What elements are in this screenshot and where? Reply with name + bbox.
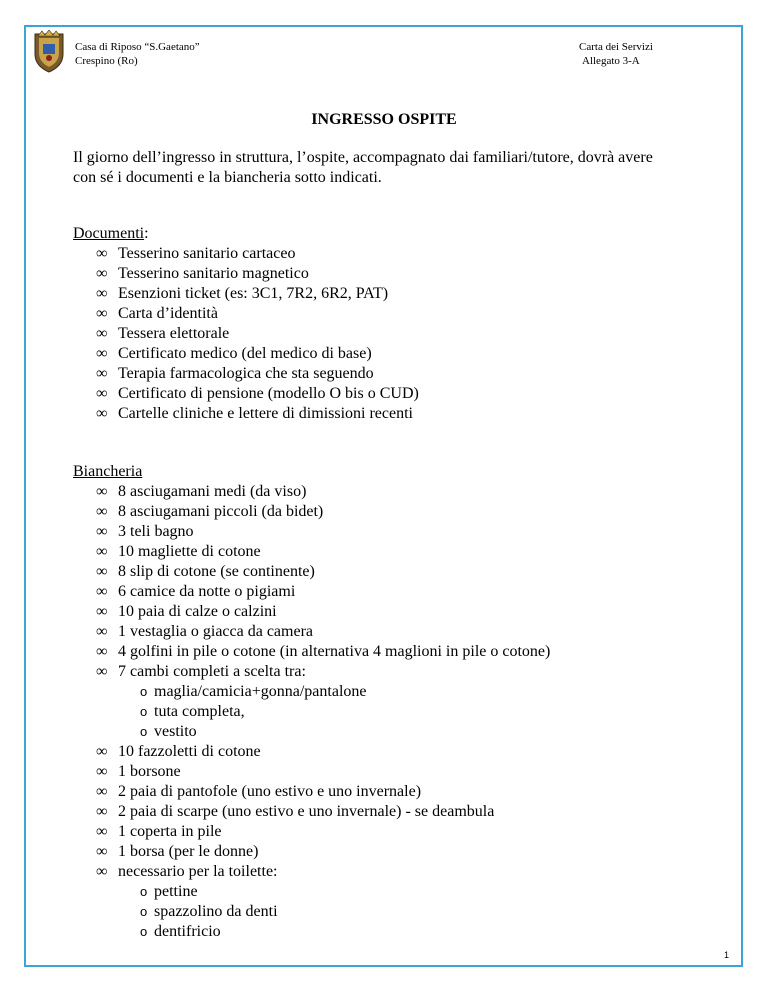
document-item — [0, 344, 419, 364]
changes-options-group — [0, 682, 550, 742]
document-item — [0, 324, 419, 344]
list-item-text: 3 teli bagno — [118, 523, 194, 540]
page-title: INGRESSO OSPITE — [311, 111, 457, 128]
coat-of-arms-logo — [30, 30, 68, 74]
list-item-text: necessario per la toilette: — [118, 863, 278, 880]
linen-item — [0, 842, 550, 862]
bullet-icon: ∞ — [96, 305, 108, 322]
sub-list-item — [0, 922, 550, 942]
linen-item — [0, 622, 550, 642]
bullet-icon: ∞ — [96, 863, 108, 880]
linen-heading: Biancheria — [73, 463, 143, 480]
attachment-ref: Allegato 3-A — [582, 55, 640, 67]
list-item-text: 10 fazzoletti di cotone — [118, 743, 261, 760]
list-item-text: Cartelle cliniche e lettere di dimissioni recenti — [118, 405, 413, 422]
bullet-icon: ∞ — [96, 405, 108, 422]
bullet-icon: ∞ — [96, 603, 108, 620]
header-right — [579, 40, 653, 68]
sub-list-item-text: pettine — [154, 883, 198, 900]
list-item-text: Esenzioni ticket (es: 3C1, 7R2, 6R2, PAT) — [118, 285, 389, 302]
institution-location: Crespino (Ro) — [75, 55, 138, 67]
linen-list — [0, 482, 550, 942]
bullet-icon: ∞ — [96, 643, 108, 660]
bullet-icon: ∞ — [96, 663, 108, 680]
bullet-icon: ∞ — [96, 783, 108, 800]
institution-name: Casa di Riposo “S.Gaetano” — [75, 41, 200, 53]
sub-bullet-icon: o — [140, 904, 148, 919]
document-item — [0, 244, 419, 264]
linen-item — [0, 782, 550, 802]
list-item-text: 10 paia di calze o calzini — [118, 603, 277, 620]
sub-list — [0, 682, 550, 742]
list-item-text: 8 asciugamani piccoli (da bidet) — [118, 503, 324, 520]
sub-list-item — [0, 902, 550, 922]
document-item — [0, 304, 419, 324]
bullet-icon: ∞ — [96, 823, 108, 840]
sub-bullet-icon: o — [140, 724, 148, 739]
linen-item — [0, 562, 550, 582]
linen-item — [0, 802, 550, 822]
list-item-text: 2 paia di scarpe (uno estivo e uno invernale) - se deambula — [118, 803, 495, 820]
linen-item — [0, 482, 550, 502]
intro-paragraph: Il giorno dell’ingresso in struttura, l’ospite, accompagnato dai familiari/tutore, dovrà avere con sé i documenti e la biancheria sotto indicati. — [73, 149, 653, 186]
linen-item — [0, 522, 550, 542]
list-item-text: 7 cambi completi a scelta tra: — [118, 663, 306, 680]
bullet-icon: ∞ — [96, 563, 108, 580]
sub-bullet-icon: o — [140, 704, 148, 719]
list-item-text: Tesserino sanitario magnetico — [118, 265, 309, 282]
list-item-text: 8 slip di cotone (se continente) — [118, 563, 315, 580]
sub-list-item — [0, 702, 550, 722]
header-left — [75, 40, 200, 68]
linen-item — [0, 542, 550, 562]
list-item-text: 1 borsone — [118, 763, 181, 780]
list-item-text: Certificato di pensione (modello O bis o CUD) — [118, 385, 419, 402]
linen-item — [0, 742, 550, 762]
document-item — [0, 264, 419, 284]
page-number: 1 — [724, 950, 730, 960]
document-item — [0, 364, 419, 384]
sub-list-item — [0, 882, 550, 902]
list-item-text: 2 paia di pantofole (uno estivo e uno invernale) — [118, 783, 422, 800]
list-item-text: 6 camice da notte o pigiami — [118, 583, 296, 600]
documents-heading: Documenti: — [73, 225, 149, 242]
list-item-text: Certificato medico (del medico di base) — [118, 345, 372, 362]
sub-bullet-icon: o — [140, 884, 148, 899]
linen-item — [0, 582, 550, 602]
document-item — [0, 384, 419, 404]
bullet-icon: ∞ — [96, 483, 108, 500]
document-item — [0, 284, 419, 304]
bullet-icon: ∞ — [96, 265, 108, 282]
list-item-text: Carta d’identità — [118, 305, 218, 322]
bullet-icon: ∞ — [96, 523, 108, 540]
list-item-text: 1 vestaglia o giacca da camera — [118, 623, 313, 640]
sub-bullet-icon: o — [140, 684, 148, 699]
sub-list-item — [0, 682, 550, 702]
list-item-text: 1 borsa (per le donne) — [118, 843, 259, 860]
sub-list-item — [0, 722, 550, 742]
bullet-icon: ∞ — [96, 503, 108, 520]
bullet-icon: ∞ — [96, 803, 108, 820]
toilette-items-group — [0, 882, 550, 942]
linen-item — [0, 862, 550, 882]
bullet-icon: ∞ — [96, 285, 108, 302]
bullet-icon: ∞ — [96, 763, 108, 780]
bullet-icon: ∞ — [96, 385, 108, 402]
bullet-icon: ∞ — [96, 743, 108, 760]
list-item-text: Terapia farmacologica che sta seguendo — [118, 365, 374, 382]
list-item-text: Tessera elettorale — [118, 325, 230, 342]
list-item-text: Tesserino sanitario cartaceo — [118, 245, 296, 262]
bullet-icon: ∞ — [96, 325, 108, 342]
sub-bullet-icon: o — [140, 924, 148, 939]
sub-list-item-text: dentifricio — [154, 923, 221, 940]
sub-list-item-text: tuta completa, — [154, 703, 245, 720]
list-item-text: 8 asciugamani medi (da viso) — [118, 483, 307, 500]
linen-item — [0, 762, 550, 782]
linen-item — [0, 662, 550, 682]
list-item-text: 10 magliette di cotone — [118, 543, 261, 560]
linen-item — [0, 502, 550, 522]
sub-list-item-text: spazzolino da denti — [154, 903, 278, 920]
bullet-icon: ∞ — [96, 543, 108, 560]
bullet-icon: ∞ — [96, 345, 108, 362]
linen-item — [0, 822, 550, 842]
sub-list — [0, 882, 550, 942]
linen-item — [0, 642, 550, 662]
linen-item — [0, 602, 550, 622]
list-item-text: 4 golfini in pile o cotone (in alternativa 4 maglioni in pile o cotone) — [118, 643, 551, 660]
document-item — [0, 404, 419, 424]
documents-list — [0, 244, 419, 424]
sub-list-item-text: maglia/camicia+gonna/pantalone — [154, 683, 367, 700]
bullet-icon: ∞ — [96, 583, 108, 600]
bullet-icon: ∞ — [96, 843, 108, 860]
bullet-icon: ∞ — [96, 365, 108, 382]
list-item-text: 1 coperta in pile — [118, 823, 222, 840]
document-name: Carta dei Servizi — [579, 41, 653, 53]
bullet-icon: ∞ — [96, 245, 108, 262]
sub-list-item-text: vestito — [154, 723, 197, 740]
bullet-icon: ∞ — [96, 623, 108, 640]
